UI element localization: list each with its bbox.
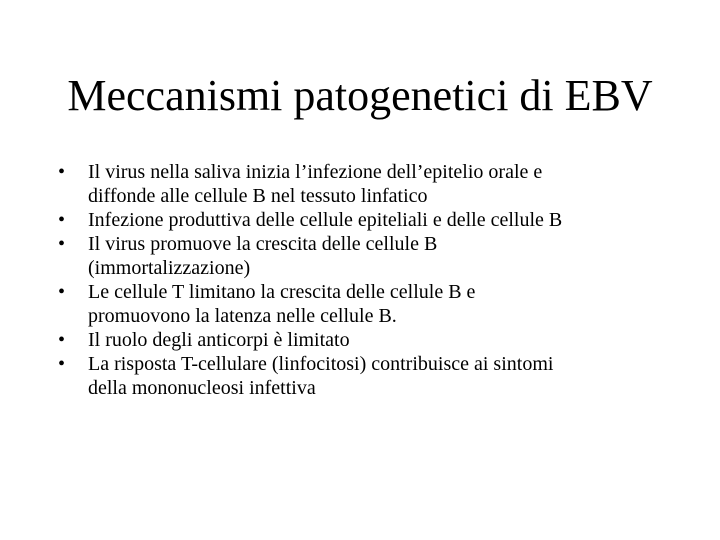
bullet-icon: • — [58, 281, 66, 303]
slide-title: Meccanismi patogenetici di EBV — [67, 71, 653, 120]
bullet-line: della mononucleosi infettiva — [88, 377, 316, 399]
bullet-item — [58, 208, 698, 232]
bullet-icon: • — [58, 353, 66, 375]
bullet-line: Le cellule T limitano la crescita delle cellule B e — [88, 281, 476, 303]
bullet-line: diffonde alle cellule B nel tessuto linfatico — [88, 185, 428, 207]
bullet-icon: • — [58, 233, 66, 255]
bullet-item — [58, 280, 698, 328]
bullet-icon: • — [58, 161, 66, 183]
bullet-item — [58, 160, 698, 208]
bullet-item — [58, 232, 698, 280]
bullet-line: Infezione produttiva delle cellule epiteliali e delle cellule B — [88, 209, 563, 231]
bullet-line: La risposta T-cellulare (linfocitosi) contribuisce ai sintomi — [88, 353, 554, 375]
bullet-item — [58, 328, 698, 352]
bullet-text — [88, 352, 698, 400]
bullet-item — [58, 352, 698, 400]
bullet-text — [88, 208, 698, 232]
bullet-line: Il virus nella saliva inizia l’infezione dell’epitelio orale e — [88, 161, 543, 183]
bullet-text — [88, 328, 698, 352]
bullet-line: (immortalizzazione) — [88, 257, 251, 279]
bullet-list — [58, 160, 698, 400]
bullet-text — [88, 160, 698, 208]
bullet-line: promuovono la latenza nelle cellule B. — [88, 305, 397, 327]
bullet-icon: • — [58, 209, 66, 231]
bullet-text — [88, 280, 698, 328]
bullet-line: Il ruolo degli anticorpi è limitato — [88, 329, 350, 351]
bullet-text — [88, 232, 698, 280]
bullet-icon: • — [58, 329, 66, 351]
bullet-line: Il virus promuove la crescita delle cellule B — [88, 233, 438, 255]
